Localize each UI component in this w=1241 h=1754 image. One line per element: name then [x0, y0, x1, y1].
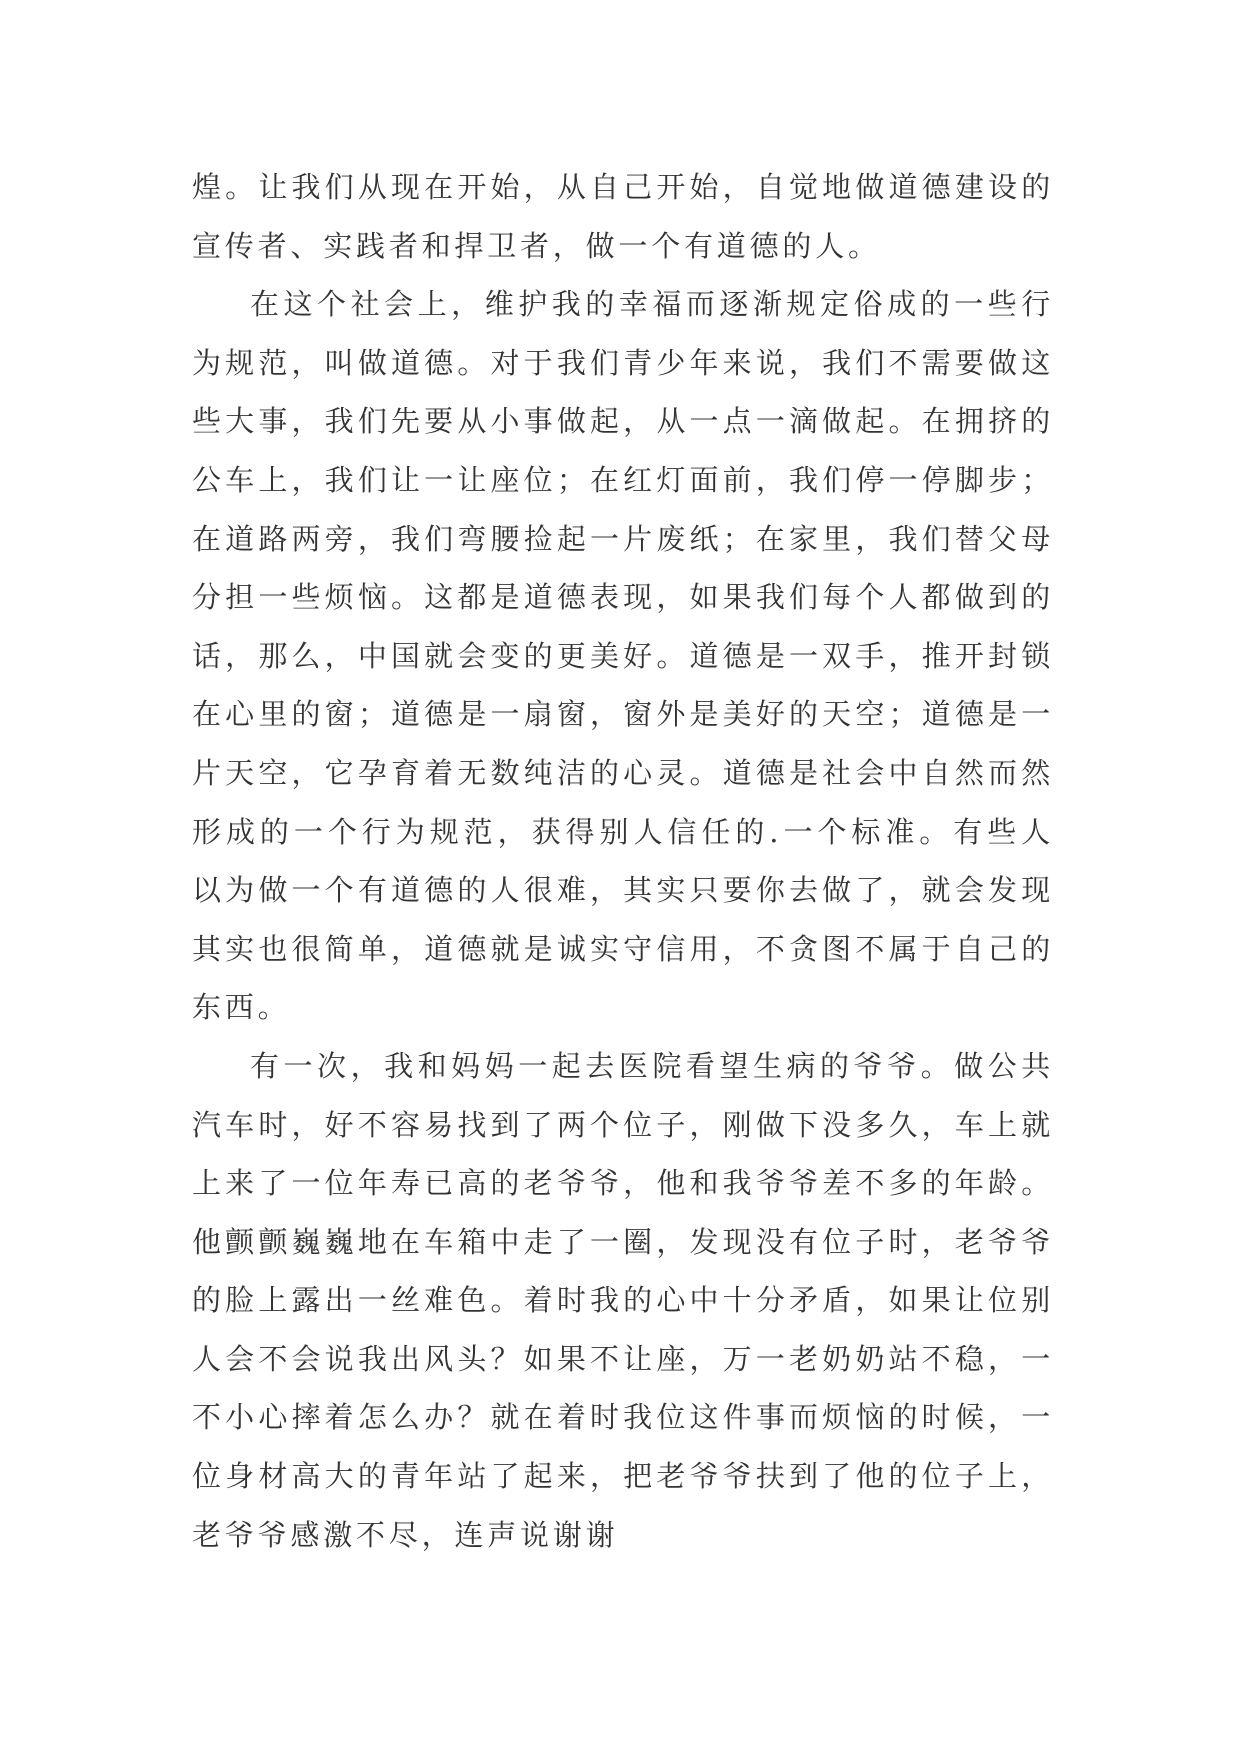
document-body	[192, 158, 1054, 1564]
paragraph-bus-story: 有一次，我和妈妈一起去医院看望生病的爷爷。做公共汽车时，好不容易找到了两个位子，刚做下没多久，车上就上来了一位年寿已高的老爷爷，他和我爷爷差不多的年龄。他颤颤巍巍地在车箱中走了一圈，发现没有位子时，老爷爷的脸上露出一丝难色。着时我的心中十分矛盾，如果让位别人会不会说我出风头？如果不让座，万一老奶奶站不稳，一不小心摔着怎么办？就在着时我位这件事而烦恼的时候，一位身材高大的青年站了起来，把老爷爷扶到了他的位子上，老爷爷感激不尽，连声说谢谢	[192, 1048, 1054, 1552]
paragraph-moral-definition: 在这个社会上，维护我的幸福而逐渐规定俗成的一些行为规范，叫做道德。对于我们青少年来说，我们不需要做这些大事，我们先要从小事做起，从一点一滴做起。在拥挤的公车上，我们让一让座位；在红灯面前，我们停一停脚步；在道路两旁，我们弯腰捡起一片废纸；在家里，我们替父母分担一些烦恼。这都是道德表现，如果我们每个人都做到的话，那么，中国就会变的更美好。道德是一双手，推开封锁在心里的窗；道德是一扇窗，窗外是美好的天空；道德是一片天空，它孕育着无数纯洁的心灵。道德是社会中自然而然形成的一个行为规范，获得别人信任的.一个标准。有些人以为做一个有道德的人很难，其实只要你去做了，就会发现其实也很简单，道德就是诚实守信用，不贪图不属于自己的东西。	[192, 287, 1054, 1025]
paragraph-continuation: 煌。让我们从现在开始，从自己开始，自觉地做道德建设的宣传者、实践者和捍卫者，做一个有道德的人。	[192, 170, 1054, 263]
